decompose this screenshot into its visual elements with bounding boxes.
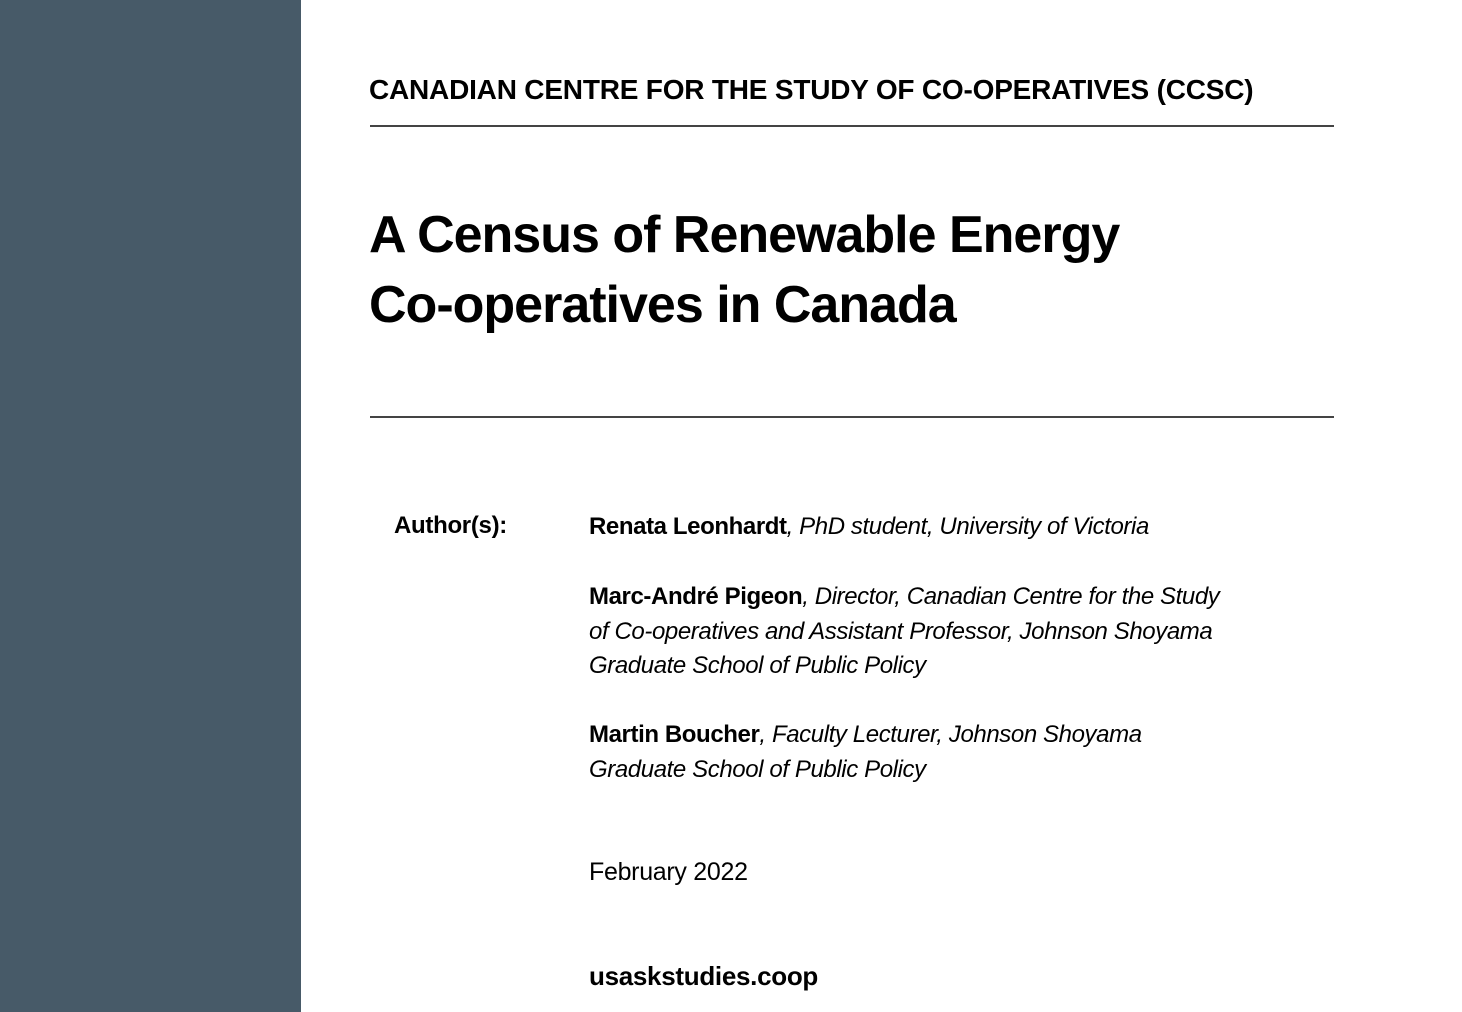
author-role-line: of Co-operatives and Assistant Professor, Johnson Shoyama [589,617,1213,645]
author-name: Martin Boucher [589,721,760,748]
organization-name: CANADIAN CENTRE FOR THE STUDY OF CO-OPERATIVES (CCSC) [369,74,1254,105]
author-entry: Marc-André Pigeon, Director, Canadian Centre for the Study of Co-operatives and Assistant Professor, Johnson Shoyama Graduate School of Public Policy [589,580,1329,684]
author-role-line: Faculty Lecturer, Johnson Shoyama [771,721,1142,748]
publication-date: February 2022 [589,858,748,886]
header-divider [370,125,1334,127]
side-color-band [0,0,301,1012]
author-name: Renata Leonhardt [589,513,787,540]
document-title-line-2: Co-operatives in Canada [369,276,956,334]
document-title-line-1: A Census of Renewable Energy [369,206,1120,264]
authors-label: Author(s): [394,512,507,539]
author-entry [589,510,1329,545]
author-role-line: Graduate School of Public Policy [589,652,926,679]
author-role-line: Director, Canadian Centre for the Study [814,583,1220,610]
website-link[interactable]: usaskstudies.coop [589,961,818,991]
title-divider [370,416,1334,418]
author-role-line: Graduate School of Public Policy [589,755,926,783]
author-name: Marc-André Pigeon [589,583,803,610]
author-role: , PhD student, University of Victoria [786,513,1149,540]
document-title [369,200,1329,340]
author-entry: Martin Boucher, Faculty Lecturer, Johnson Shoyama Graduate School of Public Policy [589,718,1329,787]
author-role-line: PhD student, University of Victoria [799,513,1149,540]
